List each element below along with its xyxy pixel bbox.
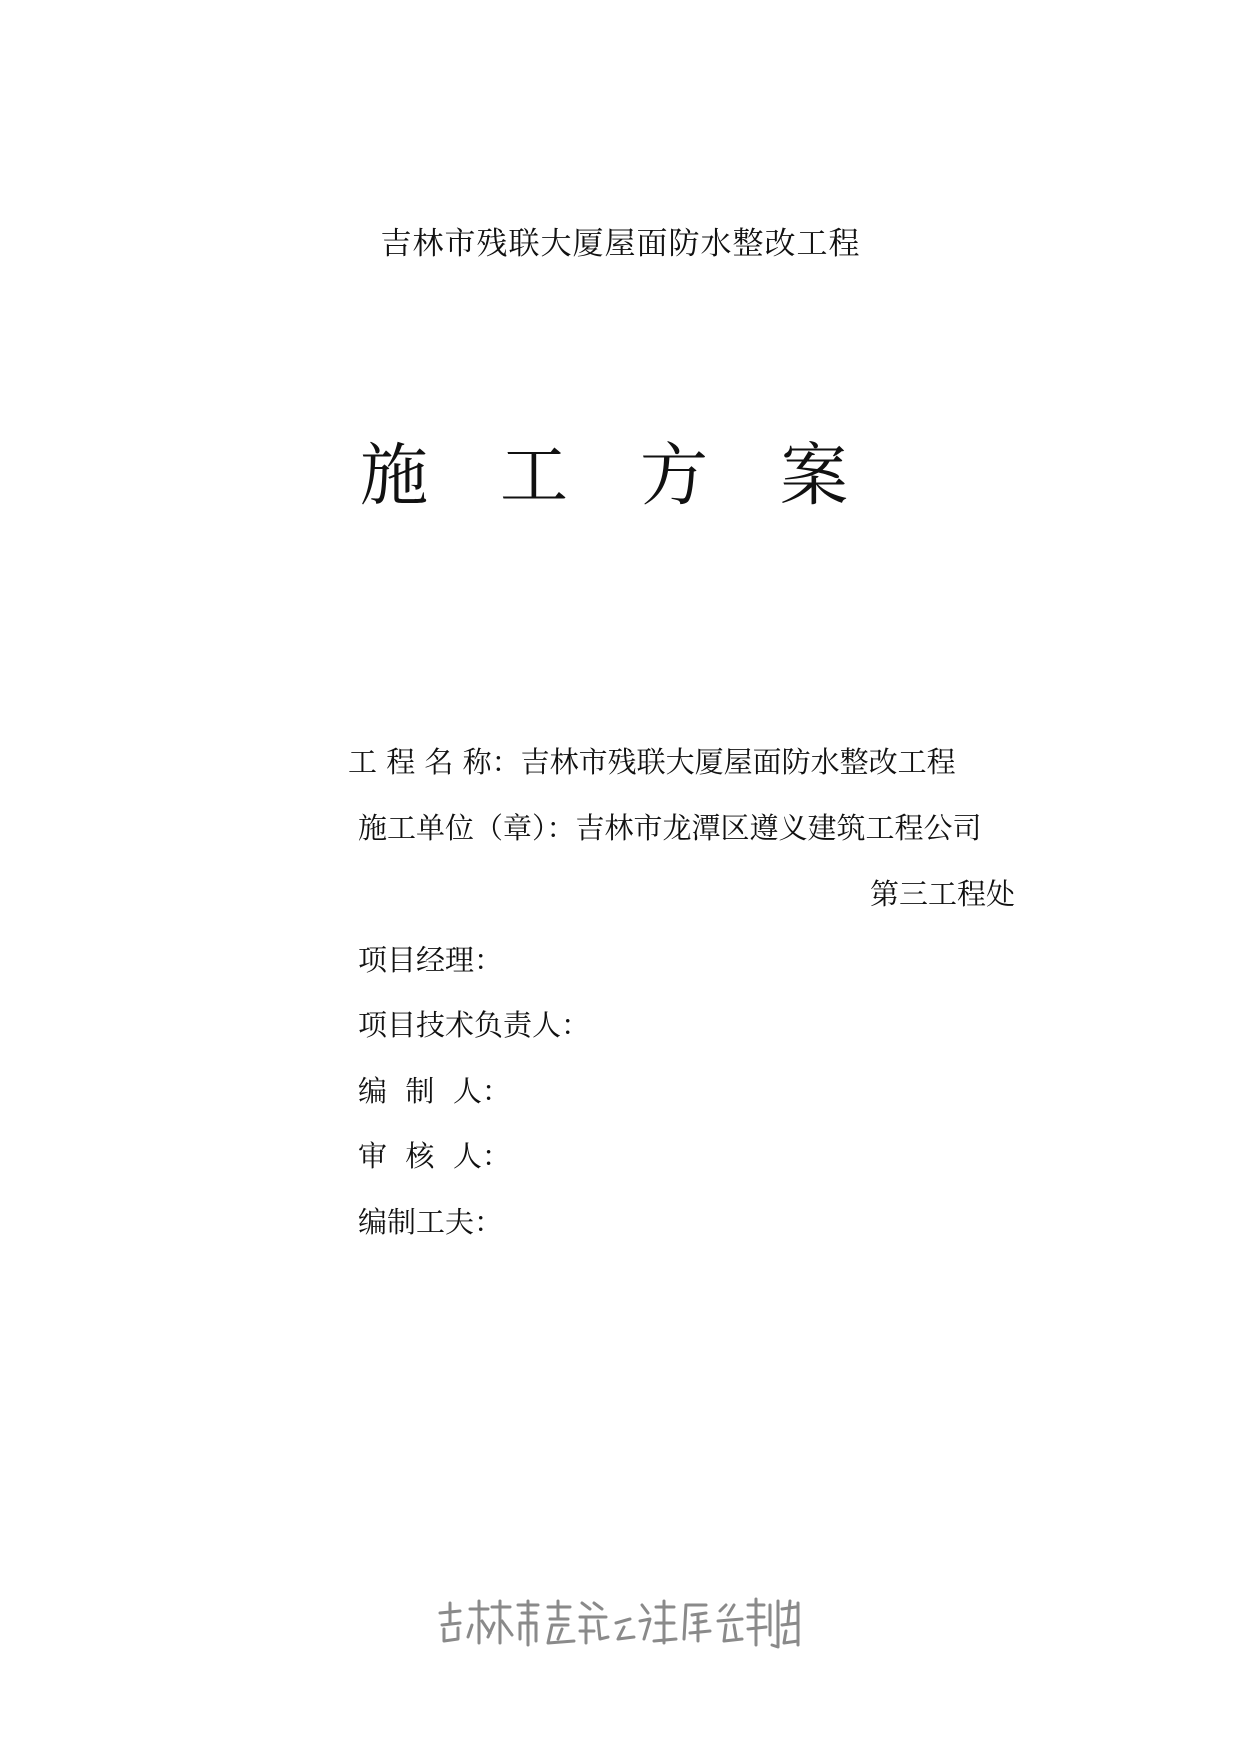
construction-unit-division: 第三工程处: [870, 877, 1016, 911]
footer-calligraphy-stamp: [430, 1595, 810, 1655]
main-title-char-1: 施: [360, 437, 429, 516]
construction-unit-row: [358, 808, 982, 848]
preparation-time-label: 编制工夫：: [358, 1205, 504, 1239]
project-name-row: [348, 742, 956, 782]
main-title-char-4: 案: [780, 437, 849, 516]
project-name-label: 工 程 名 称：: [348, 745, 521, 779]
main-title: [360, 432, 880, 522]
prepared-by-label: 编 制 人：: [358, 1074, 511, 1108]
project-subtitle: 吉林市残联大厦屋面防水整改工程: [380, 226, 861, 262]
main-title-char-3: 方: [640, 437, 709, 516]
reviewed-by-label: 审 核 人：: [358, 1139, 511, 1173]
construction-unit-label: 施工单位（章）：: [358, 811, 576, 845]
technical-lead-label: 项目技术负责人：: [358, 1008, 591, 1042]
calligraphy-strokes: [440, 1599, 798, 1647]
project-name-value: 吉林市残联大厦屋面防水整改工程: [520, 745, 956, 779]
project-manager-label: 项目经理：: [358, 943, 504, 977]
construction-unit-value: 吉林市龙潭区遵义建筑工程公司: [575, 811, 982, 845]
main-title-char-2: 工: [500, 437, 569, 516]
